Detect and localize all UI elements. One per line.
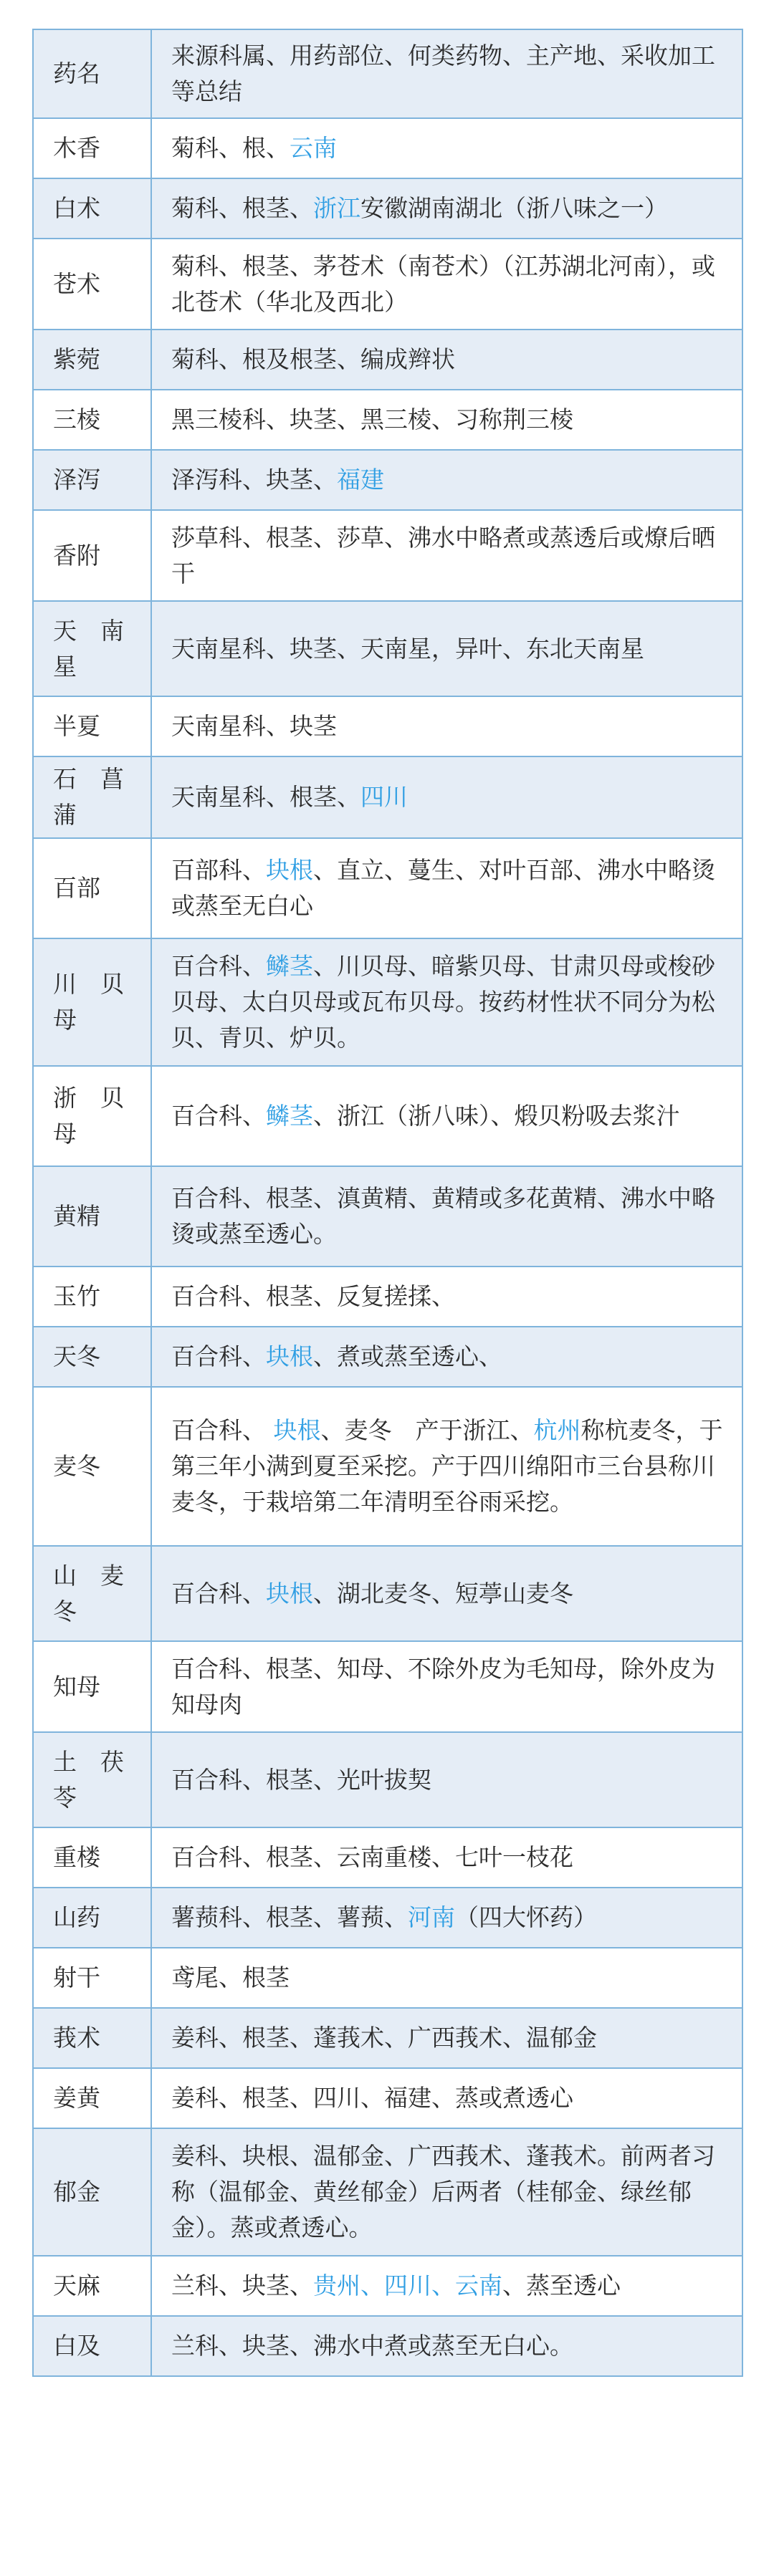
herb-desc-cell xyxy=(151,450,742,510)
desc-text: 泽泻科、块茎、 xyxy=(171,466,337,494)
herb-table-body xyxy=(33,29,742,2376)
herb-desc-cell xyxy=(151,1546,742,1641)
herb-name-cell xyxy=(33,2008,151,2068)
table-row xyxy=(33,601,742,696)
herb-name: 土 茯 苓 xyxy=(53,1747,148,1812)
herb-desc-cell xyxy=(151,118,742,178)
desc-text: 、煮或蒸至透心、 xyxy=(313,1342,502,1370)
herb-desc-cell xyxy=(151,2008,742,2068)
highlight-text: 杭州 xyxy=(533,1416,581,1444)
herb-name-cell xyxy=(33,450,151,510)
table-row xyxy=(33,1641,742,1732)
herb-name: 药名 xyxy=(53,59,100,87)
desc-text: 来源科属、用药部位、何类药物、主产地、采收加工等总结 xyxy=(171,42,715,105)
table-row xyxy=(33,29,742,118)
herb-name: 郁金 xyxy=(53,2178,100,2206)
desc-text: 兰科、块茎、沸水中煮或蒸至无白心。 xyxy=(171,2332,573,2360)
herb-name: 香附 xyxy=(53,541,100,569)
desc-text: 薯蓣科、根茎、薯蓣、 xyxy=(171,1903,408,1931)
herb-desc-cell xyxy=(151,1066,742,1166)
herb-name-cell xyxy=(33,29,151,118)
desc-text: 百合科、 xyxy=(171,1579,266,1607)
herb-name-cell xyxy=(33,1267,151,1327)
herb-table xyxy=(32,29,743,2377)
herb-name-cell xyxy=(33,2068,151,2128)
table-row xyxy=(33,1066,742,1166)
herb-name-cell xyxy=(33,938,151,1066)
herb-name-cell xyxy=(33,838,151,938)
herb-desc-cell xyxy=(151,1732,742,1827)
herb-desc-cell xyxy=(151,696,742,756)
herb-name: 白术 xyxy=(53,194,100,222)
herb-name: 重楼 xyxy=(53,1843,100,1871)
herb-name: 泽泻 xyxy=(53,466,100,494)
desc-text: 、湖北麦冬、短葶山麦冬 xyxy=(313,1579,573,1607)
herb-name-cell xyxy=(33,390,151,450)
desc-text: 菊科、根茎、茅苍术（南苍术）（江苏湖北河南），或北苍术（华北及西北） xyxy=(171,251,715,316)
herb-name-cell xyxy=(33,1827,151,1888)
desc-text: 百合科、 xyxy=(171,1342,266,1370)
table-row xyxy=(33,510,742,601)
herb-name-cell xyxy=(33,178,151,239)
table-row xyxy=(33,2256,742,2316)
desc-text: 百合科、 xyxy=(171,1102,266,1130)
herb-name-cell xyxy=(33,2256,151,2316)
table-row xyxy=(33,239,742,330)
herb-desc-cell xyxy=(151,838,742,938)
table-row xyxy=(33,450,742,510)
desc-text: 天南星科、根茎、 xyxy=(171,783,360,811)
herb-desc-cell xyxy=(151,756,742,838)
herb-name-cell xyxy=(33,756,151,838)
highlight-text: 福建 xyxy=(337,466,384,494)
herb-name: 天 南 星 xyxy=(53,616,148,681)
desc-text: 、川贝母、暗紫贝母、甘肃贝母或梭砂贝母、太白贝母或瓦布贝母。按药材性状不同分为松贝、青贝、炉贝。 xyxy=(171,952,715,1052)
herb-desc-cell xyxy=(151,1888,742,1948)
herb-name-cell xyxy=(33,1732,151,1827)
herb-name: 三棱 xyxy=(53,405,100,433)
herb-name-cell xyxy=(33,118,151,178)
table-row xyxy=(33,1546,742,1641)
herb-name-cell xyxy=(33,1327,151,1387)
herb-desc-cell xyxy=(151,2256,742,2316)
highlight-text: 块根 xyxy=(266,856,313,884)
desc-text: 百合科、 xyxy=(171,952,266,980)
herb-desc-cell xyxy=(151,510,742,601)
herb-desc-cell xyxy=(151,1827,742,1888)
table-row xyxy=(33,838,742,938)
desc-text: 安徽湖南湖北（浙八味之一） xyxy=(360,194,668,222)
desc-text: 百合科、根茎、滇黄精、黄精或多花黄精、沸水中略烫或蒸至透心。 xyxy=(171,1184,715,1248)
desc-text: 兰科、块茎、 xyxy=(171,2272,313,2299)
herb-desc-cell xyxy=(151,2316,742,2376)
desc-text: 菊科、根、 xyxy=(171,134,290,162)
desc-text: 百合科、 xyxy=(171,1416,274,1444)
herb-desc-cell xyxy=(151,938,742,1066)
herb-table-container xyxy=(32,29,742,2377)
table-row xyxy=(33,1166,742,1267)
desc-text: 、直立、蔓生、对叶百部、沸水中略烫或蒸至无白心 xyxy=(171,856,715,920)
herb-name: 天冬 xyxy=(53,1342,100,1370)
highlight-text: 河南 xyxy=(408,1903,455,1931)
herb-name-cell xyxy=(33,1546,151,1641)
herb-name-cell xyxy=(33,1066,151,1166)
table-row xyxy=(33,390,742,450)
herb-name-cell xyxy=(33,1387,151,1546)
herb-name-cell xyxy=(33,601,151,696)
highlight-text: 块根 xyxy=(273,1416,321,1444)
highlight-text: 块根 xyxy=(266,1579,313,1607)
herb-name: 玉竹 xyxy=(53,1282,100,1310)
desc-text: 、浙江（浙八味）、煅贝粉吸去浆汁 xyxy=(313,1102,680,1130)
table-row xyxy=(33,938,742,1066)
herb-desc-cell xyxy=(151,1327,742,1387)
herb-desc-cell xyxy=(151,1641,742,1732)
table-row xyxy=(33,1948,742,2008)
table-row xyxy=(33,1827,742,1888)
herb-name: 半夏 xyxy=(53,712,100,740)
herb-name: 姜黄 xyxy=(53,2084,100,2112)
table-row xyxy=(33,1732,742,1827)
table-row xyxy=(33,118,742,178)
herb-desc-cell xyxy=(151,1948,742,2008)
herb-desc-cell xyxy=(151,2128,742,2256)
herb-desc-cell xyxy=(151,239,742,330)
table-row xyxy=(33,1387,742,1546)
herb-desc-cell xyxy=(151,330,742,390)
herb-name: 浙 贝 母 xyxy=(53,1084,148,1148)
highlight-text: 四川 xyxy=(360,783,408,811)
desc-text: 、蒸至透心 xyxy=(502,2272,621,2299)
herb-name: 天麻 xyxy=(53,2272,100,2299)
desc-text: 百合科、根茎、反复搓揉、 xyxy=(171,1282,455,1310)
herb-desc-cell xyxy=(151,1387,742,1546)
desc-text: 天南星科、块茎、天南星，异叶、东北天南星 xyxy=(171,634,644,663)
herb-name-cell xyxy=(33,2316,151,2376)
desc-text: 天南星科、块茎 xyxy=(171,712,337,740)
table-row xyxy=(33,2316,742,2376)
herb-name: 知母 xyxy=(53,1672,100,1701)
herb-desc-cell xyxy=(151,1166,742,1267)
highlight-text: 鳞茎 xyxy=(266,1102,313,1130)
herb-name: 石 菖 蒲 xyxy=(53,765,148,829)
herb-name-cell xyxy=(33,696,151,756)
table-row xyxy=(33,696,742,756)
herb-name: 山药 xyxy=(53,1903,100,1931)
herb-name: 黄精 xyxy=(53,1202,100,1230)
desc-text: 莎草科、根茎、莎草、沸水中略煮或蒸透后或燎后晒干 xyxy=(171,523,715,587)
herb-name-cell xyxy=(33,1641,151,1732)
herb-name: 紫菀 xyxy=(53,345,100,373)
table-row xyxy=(33,1327,742,1387)
desc-text: 百合科、根茎、知母、不除外皮为毛知母，除外皮为知母肉 xyxy=(171,1654,715,1719)
table-row xyxy=(33,2128,742,2256)
table-row xyxy=(33,2008,742,2068)
herb-desc-cell xyxy=(151,390,742,450)
highlight-text: 鳞茎 xyxy=(266,952,313,980)
herb-desc-cell xyxy=(151,1267,742,1327)
herb-name-cell xyxy=(33,239,151,330)
table-row xyxy=(33,178,742,239)
table-row xyxy=(33,756,742,838)
desc-text: 菊科、根茎、 xyxy=(171,194,313,222)
desc-text: 百部科、 xyxy=(171,856,266,884)
desc-text: 、麦冬 产于浙江、 xyxy=(320,1416,534,1444)
herb-name: 山 麦 冬 xyxy=(53,1561,148,1625)
herb-desc-cell xyxy=(151,29,742,118)
desc-text: 姜科、块根、温郁金、广西莪术、蓬莪术。前两者习称（温郁金、黄丝郁金）后两者（桂郁金、绿丝郁金）。蒸或煮透心。 xyxy=(171,2142,715,2241)
desc-text: 姜科、根茎、四川、福建、蒸或煮透心 xyxy=(171,2084,573,2112)
herb-name-cell xyxy=(33,330,151,390)
desc-text: 姜科、根茎、蓬莪术、广西莪术、温郁金 xyxy=(171,2024,597,2052)
herb-desc-cell xyxy=(151,601,742,696)
herb-name: 白及 xyxy=(53,2332,100,2360)
herb-name: 百部 xyxy=(53,874,100,902)
herb-name: 麦冬 xyxy=(53,1452,100,1480)
table-row xyxy=(33,2068,742,2128)
herb-name-cell xyxy=(33,510,151,601)
highlight-text: 块根 xyxy=(266,1342,313,1370)
desc-text: 黑三棱科、块茎、黑三棱、习称荆三棱 xyxy=(171,405,573,433)
herb-name-cell xyxy=(33,1948,151,2008)
desc-text: （四大怀药） xyxy=(455,1903,597,1931)
herb-name-cell xyxy=(33,1166,151,1267)
table-row xyxy=(33,330,742,390)
desc-text: 菊科、根及根茎、编成辫状 xyxy=(171,345,455,373)
herb-name: 射干 xyxy=(53,1964,100,1991)
table-row xyxy=(33,1267,742,1327)
herb-desc-cell xyxy=(151,178,742,239)
highlight-text: 浙江 xyxy=(313,194,360,222)
desc-text: 百合科、根茎、光叶拔契 xyxy=(171,1765,431,1794)
herb-name: 莪术 xyxy=(53,2024,100,2052)
herb-name: 木香 xyxy=(53,134,100,162)
herb-name-cell xyxy=(33,1888,151,1948)
highlight-text: 贵州、四川、云南 xyxy=(313,2272,502,2299)
herb-name: 苍术 xyxy=(53,269,100,298)
herb-desc-cell xyxy=(151,2068,742,2128)
table-row xyxy=(33,1888,742,1948)
desc-text: 称杭麦冬，于第三年小满到夏至采挖。产于四川绵阳市三台县称川麦冬，于栽培第二年清明至谷雨采挖。 xyxy=(171,1416,723,1516)
herb-name: 川 贝 母 xyxy=(53,970,148,1034)
highlight-text: 云南 xyxy=(290,134,337,162)
desc-text: 鸢尾、根茎 xyxy=(171,1964,290,1991)
herb-name-cell xyxy=(33,2128,151,2256)
desc-text: 百合科、根茎、云南重楼、七叶一枝花 xyxy=(171,1843,573,1871)
